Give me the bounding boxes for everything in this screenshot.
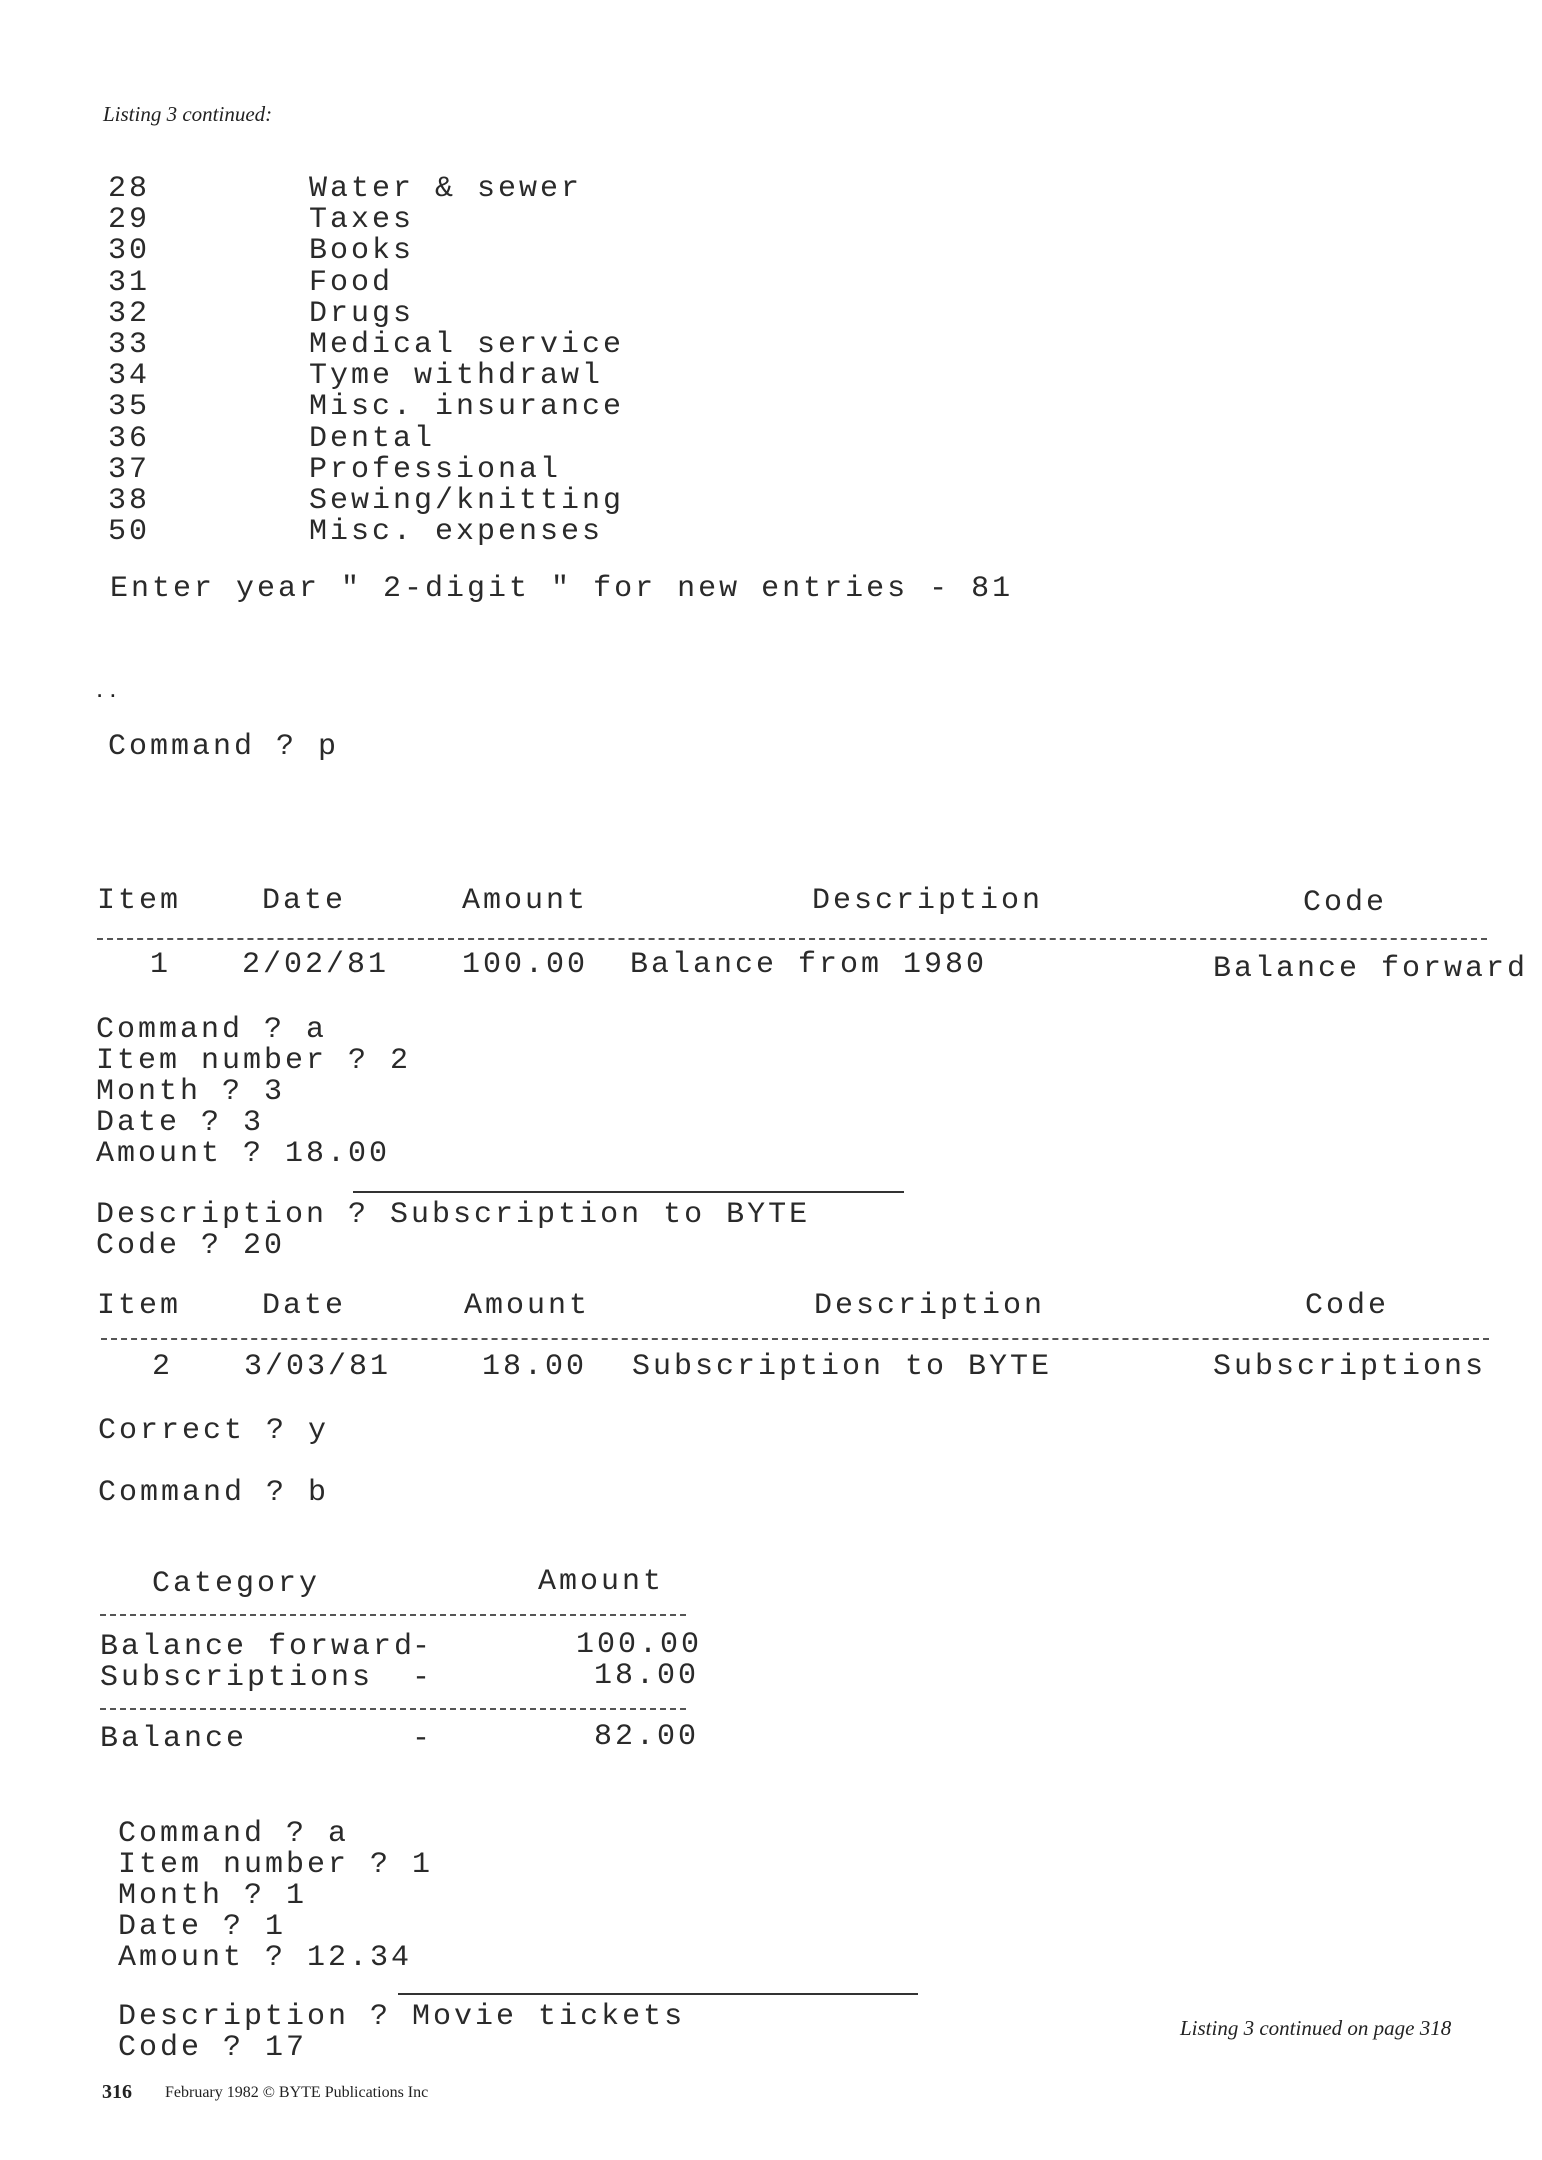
entry1-item-number: Item number ? 2: [96, 1044, 412, 1078]
page-number: 316: [102, 2081, 132, 2103]
code-number: 33: [108, 328, 151, 362]
command-p: Command ? p: [108, 730, 340, 764]
t1-row-code: Balance forward: [1213, 952, 1529, 986]
code-number: 34: [108, 359, 151, 393]
entry1-input-line: [353, 1191, 904, 1193]
code-number: 31: [108, 266, 151, 300]
code-label: Medical service: [309, 328, 625, 362]
t1-row-item: 1: [150, 948, 172, 982]
t1-row-date: 2/02/81: [242, 948, 390, 982]
balance-row-amount: 100.00: [576, 1628, 703, 1662]
balance-total-sep: -: [412, 1722, 434, 1756]
code-label: Professional: [309, 453, 562, 487]
t2-header-amount: Amount: [464, 1289, 591, 1323]
entry1-code: Code ? 20: [96, 1229, 286, 1263]
t2-divider: [101, 1338, 1489, 1340]
t2-row-date: 3/03/81: [244, 1350, 392, 1384]
t1-row-description: Balance from 1980: [630, 948, 988, 982]
balance-row-category: Balance forward: [100, 1630, 416, 1664]
balance-header-category: Category: [152, 1567, 321, 1601]
t1-header-description: Description: [812, 884, 1044, 918]
balance-total-category: Balance: [100, 1722, 248, 1756]
code-number: 29: [108, 203, 151, 237]
entry2-command: Command ? a: [118, 1817, 350, 1851]
t2-header-item: Item: [97, 1289, 182, 1323]
balance-bottom-divider: [100, 1708, 686, 1710]
enter-year-prompt: Enter year " 2-digit " for new entries - 81: [110, 572, 1014, 606]
code-label: Books: [309, 234, 415, 268]
footer-publication: February 1982 © BYTE Publications Inc: [165, 2084, 429, 2101]
entry2-date: Date ? 1: [118, 1910, 287, 1944]
code-number: 36: [108, 422, 151, 456]
entry1-amount: Amount ? 18.00: [96, 1137, 391, 1171]
code-label: Dental: [309, 422, 436, 456]
entry2-item-number: Item number ? 1: [118, 1848, 434, 1882]
t1-divider: [97, 938, 1487, 940]
balance-row-category: Subscriptions: [100, 1661, 374, 1695]
code-number: 28: [108, 172, 151, 206]
balance-total-amount: 82.00: [594, 1720, 700, 1754]
code-label: Misc. expenses: [309, 515, 604, 549]
balance-row-sep: -: [412, 1630, 434, 1664]
t2-row-description: Subscription to BYTE: [632, 1350, 1053, 1384]
code-label: Sewing/knitting: [309, 484, 625, 518]
entry1-command: Command ? a: [96, 1013, 328, 1047]
code-number: 30: [108, 234, 151, 268]
t2-header-code: Code: [1305, 1289, 1390, 1323]
continued-note: Listing 3 continued on page 318: [1180, 2016, 1452, 2040]
code-label: Water & sewer: [309, 172, 583, 206]
entry1-date: Date ? 3: [96, 1106, 265, 1140]
entry1-description: Description ? Subscription to BYTE: [96, 1198, 811, 1232]
code-number: 50: [108, 515, 151, 549]
code-label: Drugs: [309, 297, 415, 331]
t1-row-amount: 100.00: [462, 948, 589, 982]
t1-header-date: Date: [262, 884, 347, 918]
code-label: Misc. insurance: [309, 390, 625, 424]
balance-row-amount: 18.00: [594, 1659, 700, 1693]
code-label: Taxes: [309, 203, 415, 237]
t2-header-description: Description: [814, 1289, 1046, 1323]
code-number: 38: [108, 484, 151, 518]
t2-row-code: Subscriptions: [1213, 1350, 1487, 1384]
listing-caption: Listing 3 continued:: [103, 102, 273, 126]
correct-prompt: Correct ? y: [98, 1414, 330, 1448]
entry1-month: Month ? 3: [96, 1075, 286, 1109]
balance-row-sep: -: [412, 1661, 434, 1695]
t2-row-item: 2: [152, 1350, 174, 1384]
t2-row-amount: 18.00: [482, 1350, 588, 1384]
command-b: Command ? b: [98, 1476, 330, 1510]
t1-header-code: Code: [1303, 886, 1388, 920]
entry2-amount: Amount ? 12.34: [118, 1941, 413, 1975]
t1-header-amount: Amount: [462, 884, 589, 918]
ellipsis-dots: ..: [96, 673, 123, 703]
code-number: 32: [108, 297, 151, 331]
balance-header-amount: Amount: [538, 1565, 665, 1599]
code-label: Food: [309, 266, 394, 300]
entry2-code: Code ? 17: [118, 2031, 308, 2065]
balance-top-divider: [100, 1614, 686, 1616]
code-number: 35: [108, 390, 151, 424]
code-number: 37: [108, 453, 151, 487]
entry2-input-line: [398, 1993, 918, 1995]
t1-header-item: Item: [97, 884, 182, 918]
entry2-month: Month ? 1: [118, 1879, 308, 1913]
entry2-description: Description ? Movie tickets: [118, 2000, 686, 2034]
t2-header-date: Date: [262, 1289, 347, 1323]
code-label: Tyme withdrawl: [309, 359, 604, 393]
